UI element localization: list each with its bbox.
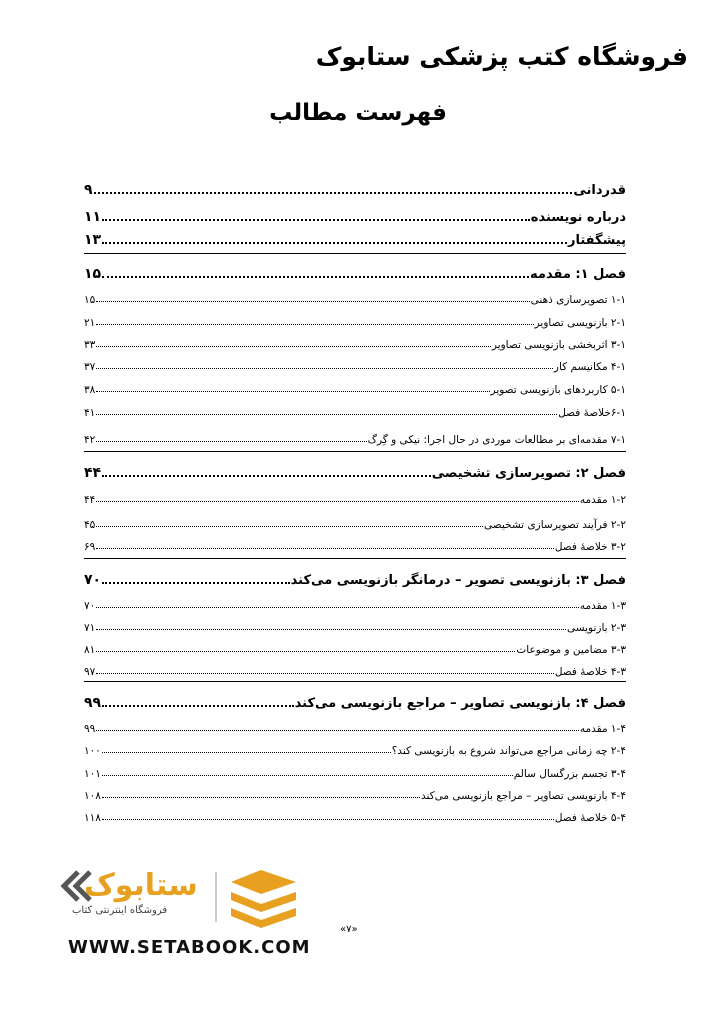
toc-chapter-entry: [84, 691, 626, 711]
toc-title: فهرست مطالب: [269, 100, 447, 126]
toc-entry-page: ۳۸: [84, 384, 96, 396]
toc-entry-page: ۱۱: [84, 209, 102, 225]
toc-entry-page: ۳۳: [84, 339, 96, 351]
toc-entry-label: ۴-۳ خلاصهٔ فصل: [554, 666, 626, 678]
toc-section-entry: [84, 715, 626, 735]
toc-entry-label: ۳-۳ مضامین و موضوعات: [516, 644, 626, 656]
toc-entry-page: ۱۳: [84, 232, 102, 248]
toc-chapter-entry: [84, 461, 626, 481]
toc-section-entry: [84, 614, 626, 634]
toc-leader-dots: [96, 346, 491, 347]
logo-url: WWW.SETABOOK.COM: [68, 937, 311, 958]
toc-entry-label: ۴-۴ بازنویسی تصاویر – مراجع بازنویسی می‌کند: [421, 790, 626, 802]
toc-entry-page: ۸۱: [84, 644, 96, 656]
toc-entry-page: ۴۵: [84, 519, 96, 531]
toc-entry-label: فصل ۲: تصویرسازی تشخیصی: [431, 466, 626, 481]
toc-entry-label: فصل ۴: بازنویسی تصاویر – مراجع بازنویسی می‌کند: [294, 696, 626, 711]
section-divider: [84, 451, 626, 452]
toc-entry-page: ۱۱۸: [84, 812, 101, 824]
toc-chapter-entry: [84, 262, 626, 282]
toc-section-entry: [84, 399, 626, 419]
toc-section-entry: [84, 804, 626, 824]
toc-entry-label: ۲-۳ بازنویسی: [567, 622, 626, 634]
toc-entry-label: ۳-۲ خلاصهٔ فصل: [554, 541, 626, 553]
toc-leader-dots: [102, 819, 554, 820]
toc-entry-page: ۹: [84, 182, 93, 198]
section-divider: [84, 253, 626, 254]
toc-leader-dots: [96, 651, 515, 652]
toc-chapter-entry: [84, 568, 626, 588]
toc-leader-dots: [96, 501, 579, 502]
toc-entry-page: ۴۴: [84, 494, 96, 506]
toc-section-entry: [84, 486, 626, 506]
toc-leader-dots: [96, 301, 529, 302]
toc-section-entry: [84, 511, 626, 531]
toc-leader-dots: [102, 582, 290, 584]
toc-section-entry: [84, 760, 626, 780]
toc-entry-page: ۹۷: [84, 666, 96, 678]
store-title: فروشگاه کتب پزشکی ستابوک: [315, 42, 688, 71]
toc-section-entry: [84, 353, 626, 373]
toc-entry-page: ۷۰: [84, 600, 96, 612]
toc-leader-dots: [94, 192, 573, 194]
toc-entry-label: ۱-۱ تصویرسازی ذهنی: [530, 294, 626, 306]
toc-leader-dots: [96, 607, 579, 608]
toc-chapter-entry: [84, 205, 626, 225]
toc-entry-label: ۴-۱ مکانیسم کار: [553, 361, 626, 373]
toc-entry-label: فصل ۳: بازنویسی تصویر – درمانگر بازنویسی می‌کند: [290, 573, 626, 588]
toc-entry-label: ۷-۱ مقدمه‌ای بر مطالعات موردی در حال اجرا: نیکی و گِرگ: [367, 434, 626, 446]
toc-entry-page: ۷۱: [84, 622, 96, 634]
toc-section-entry: [84, 636, 626, 656]
toc-entry-page: ۱۰۸: [84, 790, 101, 802]
toc-entry-page: ۱۰۰: [84, 745, 101, 757]
toc-section-entry: [84, 737, 626, 757]
toc-leader-dots: [96, 629, 566, 630]
toc-entry-page: ۱۵: [84, 266, 102, 282]
page-number: «۷»: [340, 924, 358, 935]
toc-entry-label: ۲-۲ فرآیند تصویرسازی تشخیصی: [484, 519, 626, 531]
section-divider: [84, 558, 626, 559]
toc-leader-dots: [96, 414, 557, 415]
toc-entry-page: ۹۹: [84, 695, 102, 711]
toc-entry-label: پیشگفتار: [567, 233, 626, 248]
toc-entry-label: ۵-۱ کاربردهای بازنویسی تصویر: [490, 384, 626, 396]
toc-entry-label: ۳-۴ تجسم بزرگسال سالم: [513, 768, 626, 780]
toc-leader-dots: [102, 242, 567, 244]
toc-leader-dots: [96, 324, 533, 325]
toc-entry-page: ۴۴: [84, 465, 102, 481]
toc-entry-page: ۴۲: [84, 434, 96, 446]
toc-leader-dots: [96, 673, 554, 674]
toc-section-entry: [84, 309, 626, 329]
toc-section-entry: [84, 376, 626, 396]
toc-section-entry: [84, 426, 626, 446]
toc-entry-page: ۷۰: [84, 572, 102, 588]
toc-entry-label: قدردانی: [573, 183, 626, 198]
toc-leader-dots: [102, 797, 420, 798]
toc-entry-page: ۳۷: [84, 361, 96, 373]
toc-entry-label: ۱-۲ مقدمه: [579, 494, 626, 506]
toc-entry-label: ۶-۱خلاصهٔ فصل: [558, 407, 626, 419]
toc-section-entry: [84, 286, 626, 306]
toc-entry-page: ۹۹: [84, 723, 96, 735]
toc-leader-dots: [102, 276, 529, 278]
logo-brand: ستابوک: [84, 868, 198, 903]
toc-entry-page: ۱۵: [84, 294, 96, 306]
toc-entry-label: ۲-۱ بازنویسی تصاویر: [534, 317, 626, 329]
toc-leader-dots: [96, 391, 489, 392]
toc-entry-label: ۵-۴ خلاصهٔ فصل: [554, 812, 626, 824]
toc-entry-page: ۲۱: [84, 317, 96, 329]
logo-tagline: فروشگاه اینترنتی کتاب: [72, 905, 168, 916]
toc-entry-label: فصل ۱: مقدمه: [530, 267, 626, 282]
toc-entry-page: ۶۹: [84, 541, 96, 553]
toc-chapter-entry: [84, 228, 626, 248]
toc-section-entry: [84, 592, 626, 612]
toc-entry-label: ۱-۴ مقدمه: [579, 723, 626, 735]
toc-leader-dots: [102, 775, 513, 776]
toc-entry-label: ۲-۴ چه زمانی مراجع می‌تواند شروع به بازنویسی کند؟: [391, 745, 626, 757]
toc-leader-dots: [96, 730, 579, 731]
toc-entry-page: ۴۱: [84, 407, 96, 419]
toc-leader-dots: [102, 752, 391, 753]
toc-leader-dots: [102, 705, 294, 707]
toc-entry-label: ۱-۳ مقدمه: [579, 600, 626, 612]
toc-leader-dots: [96, 368, 553, 369]
toc-chapter-entry: [84, 178, 626, 198]
toc-section-entry: [84, 658, 626, 678]
toc-leader-dots: [96, 441, 366, 442]
toc-section-entry: [84, 533, 626, 553]
toc-entry-page: ۱۰۱: [84, 768, 101, 780]
toc-leader-dots: [96, 548, 554, 549]
toc-entry-label: درباره نویسنده: [530, 210, 626, 225]
toc-leader-dots: [96, 526, 483, 527]
toc-leader-dots: [102, 219, 530, 221]
toc-section-entry: [84, 782, 626, 802]
toc-leader-dots: [102, 475, 431, 477]
section-divider: [84, 681, 626, 682]
toc-entry-label: ۳-۱ اثربخشی بازنویسی تصاویر: [491, 339, 626, 351]
toc-section-entry: [84, 331, 626, 351]
